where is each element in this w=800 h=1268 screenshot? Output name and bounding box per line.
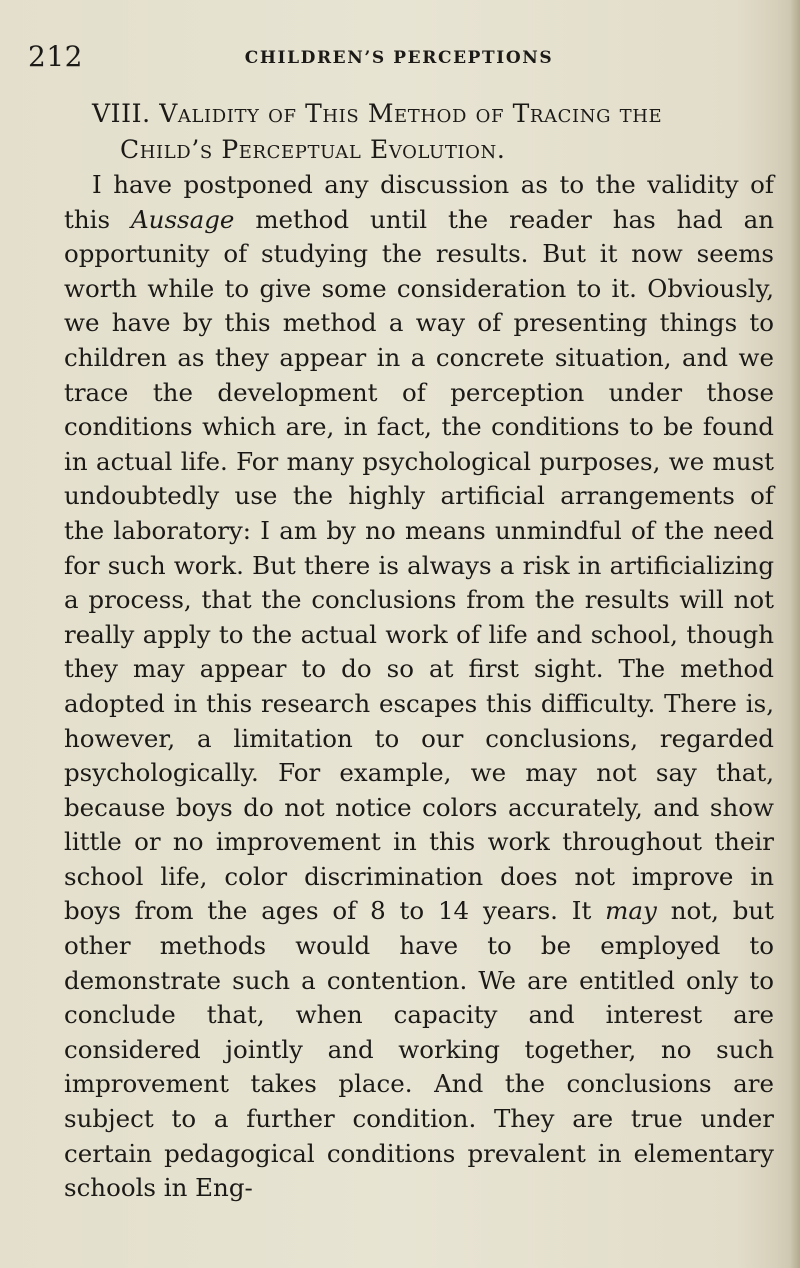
page-number: 212 — [28, 40, 83, 73]
paragraph-text-part-1: I have postponed any discussion as to the validity of this — [64, 170, 774, 234]
section-title-line-1: Validity of This Method of Tracing the — [159, 99, 663, 128]
paragraph-text-part-3: not, but other methods would have to be employed to demonstrate such a contention. We are entitled only to conclude that, when capacity and interest are considered jointly and working together, no such improvement takes place. And the conclusions are subject to a further condition. They are true under certain pedagogical conditions prevalent in elementary schools in Eng- — [64, 896, 774, 1203]
page-header — [28, 40, 770, 84]
section-heading — [92, 96, 772, 168]
section-numeral: VIII. — [92, 99, 151, 128]
body-paragraph — [64, 168, 774, 1206]
section-title-line-2: Child’s Perceptual Evolution. — [120, 135, 506, 164]
italic-term-aussage: Aussage — [130, 204, 235, 234]
italic-term-may: may — [605, 896, 657, 926]
paragraph-text-part-2: method until the reader has had an opportunity of studying the results. But it now seems worth while to give some consideration to it. Obviously, we have by this method a way of presenting things to children as they appear in a concrete situation, and we trace the development of perception under those conditions which are, in fact, the conditions to be found in actual life. For many psychological purposes, we must undoubtedly use the highly artificial arrangements of the laboratory: I am by no means unmindful of the need for such work. But there is always a risk in artificializing a process, that the conclusions from the results will not really apply to the actual work of life and school, though they may appear to do so at first sight. The method adopted in this research escapes this difficulty. There is, however, a limitation to our conclusions, regarded psychologically. For example, we may not say that, because boys do not notice colors accurately, and show little or no improvement in this work throughout their school life, color discrimination does not improve in boys from the ages of 8 to 14 years. It — [64, 204, 774, 926]
running-head: CHILDREN’S PERCEPTIONS — [244, 48, 554, 68]
page-edge-shadow — [790, 0, 800, 1268]
